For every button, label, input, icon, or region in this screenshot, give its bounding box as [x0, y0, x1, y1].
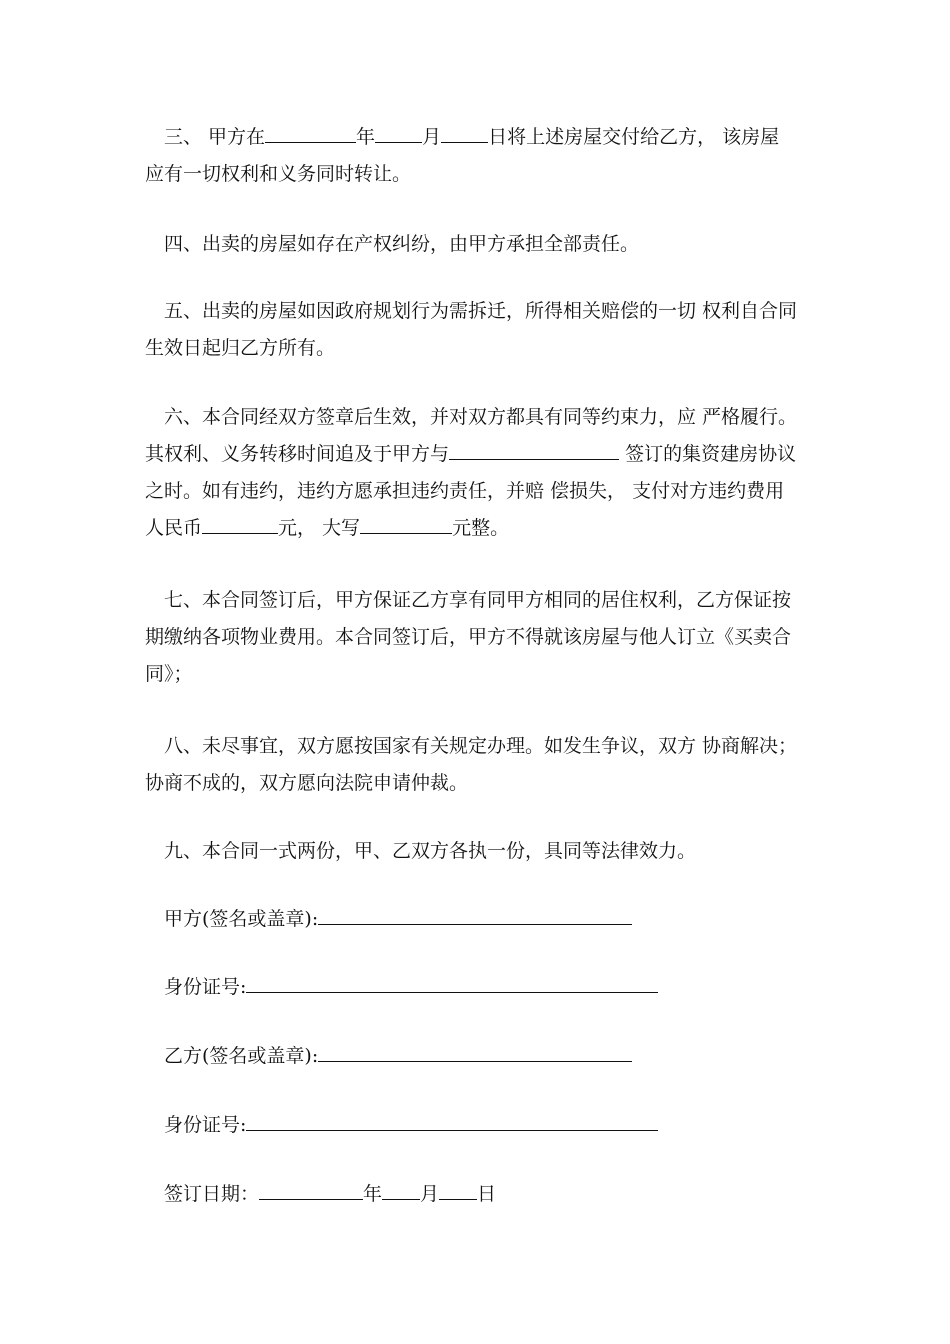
clause-7-line-2: 期缴纳各项物业费用。本合同签订后，甲方不得就该房屋与他人订立《买卖合: [145, 626, 792, 648]
counterparty-blank: [449, 439, 619, 460]
clause-6-line-4: [145, 510, 810, 547]
party-a-id-label: 身份证号:: [164, 976, 247, 998]
clause-7-line-1: 七、本合同签订后，甲方保证乙方享有同甲方相同的居住权利，乙方保证按: [164, 589, 792, 611]
signing-date-label: 签订日期：: [164, 1183, 260, 1205]
party-a-id-field[interactable]: [246, 972, 658, 993]
clause-3-line-2: 应有一切权利和义务同时转让。: [145, 163, 412, 185]
year-blank: [265, 122, 356, 143]
signing-day-field[interactable]: [439, 1179, 477, 1200]
amount-words-blank: [360, 513, 452, 534]
clause-6-text-c: 人民币: [145, 517, 203, 539]
clause-6-text-d: 元， 大写: [278, 517, 361, 539]
clause-7-line-3: 同》；: [145, 663, 193, 685]
clause-6-text-b: 签订的集资建房协议: [625, 443, 797, 465]
signing-month-label: 月: [420, 1183, 440, 1205]
clause-9-line-1: 九、本合同一式两份，甲、乙双方各执一份，具同等法律效力。: [164, 840, 697, 862]
signing-year-field[interactable]: [259, 1179, 363, 1200]
clause-7: [145, 582, 810, 693]
clause-4-line-1: 四、出卖的房屋如存在产权纠纷，由甲方承担全部责任。: [164, 233, 640, 255]
clause-9: [145, 833, 810, 870]
clause-4: [145, 226, 810, 263]
party-b-id-label: 身份证号:: [164, 1114, 247, 1136]
signing-date-row: [164, 1176, 496, 1213]
clause-8-line-1: 八、未尽事宜，双方愿按国家有关规定办理。如发生争议，双方 协商解决；: [164, 735, 798, 757]
party-b-label: 乙方(签名或盖章):: [164, 1045, 319, 1067]
clause-6-text-e: 元整。: [452, 517, 510, 539]
party-b-signature-row: [164, 1038, 632, 1075]
clause-6-text-a: 其权利、义务转移时间追及于甲方与: [145, 443, 450, 465]
party-a-signature-field[interactable]: [318, 904, 632, 925]
clause-8-line-2: 协商不成的，双方愿向法院申请仲裁。: [145, 772, 469, 794]
clause-5-line-2: 生效日起归乙方所有。: [145, 337, 336, 359]
signing-day-label: 日: [477, 1183, 497, 1205]
clause-3-text-d: 日将上述房屋交付给乙方， 该房屋: [488, 126, 780, 148]
clause-3-text-c: 月: [422, 126, 442, 148]
amount-blank: [202, 513, 278, 534]
party-a-signature-row: [164, 901, 632, 938]
clause-6: [145, 399, 810, 547]
clause-5-line-1: 五、出卖的房屋如因政府规划行为需拆迁，所得相关赔偿的一切 权利自合同: [164, 300, 798, 322]
month-blank: [375, 122, 422, 143]
party-a-id-row: [164, 969, 658, 1006]
clause-3: [145, 119, 810, 193]
signing-year-label: 年: [363, 1183, 383, 1205]
party-b-id-row: [164, 1107, 658, 1144]
clause-3-text-a: 三、 甲方在: [164, 126, 266, 148]
signing-month-field[interactable]: [382, 1179, 420, 1200]
party-b-signature-field[interactable]: [318, 1041, 632, 1062]
clause-8: [145, 728, 810, 802]
clause-6-line-2: [145, 436, 810, 473]
party-a-label: 甲方(签名或盖章):: [164, 908, 319, 930]
clause-6-line-1: 六、本合同经双方签章后生效，并对双方都具有同等约束力，应 严格履行。: [164, 406, 798, 428]
clause-5: [145, 293, 810, 367]
party-b-id-field[interactable]: [246, 1110, 658, 1131]
clause-3-line-1: [145, 119, 810, 156]
clause-6-line-3: 之时。如有违约，违约方愿承担违约责任，并赔 偿损失， 支付对方违约费用: [145, 480, 785, 502]
clause-3-text-b: 年: [356, 126, 376, 148]
day-blank: [441, 122, 488, 143]
